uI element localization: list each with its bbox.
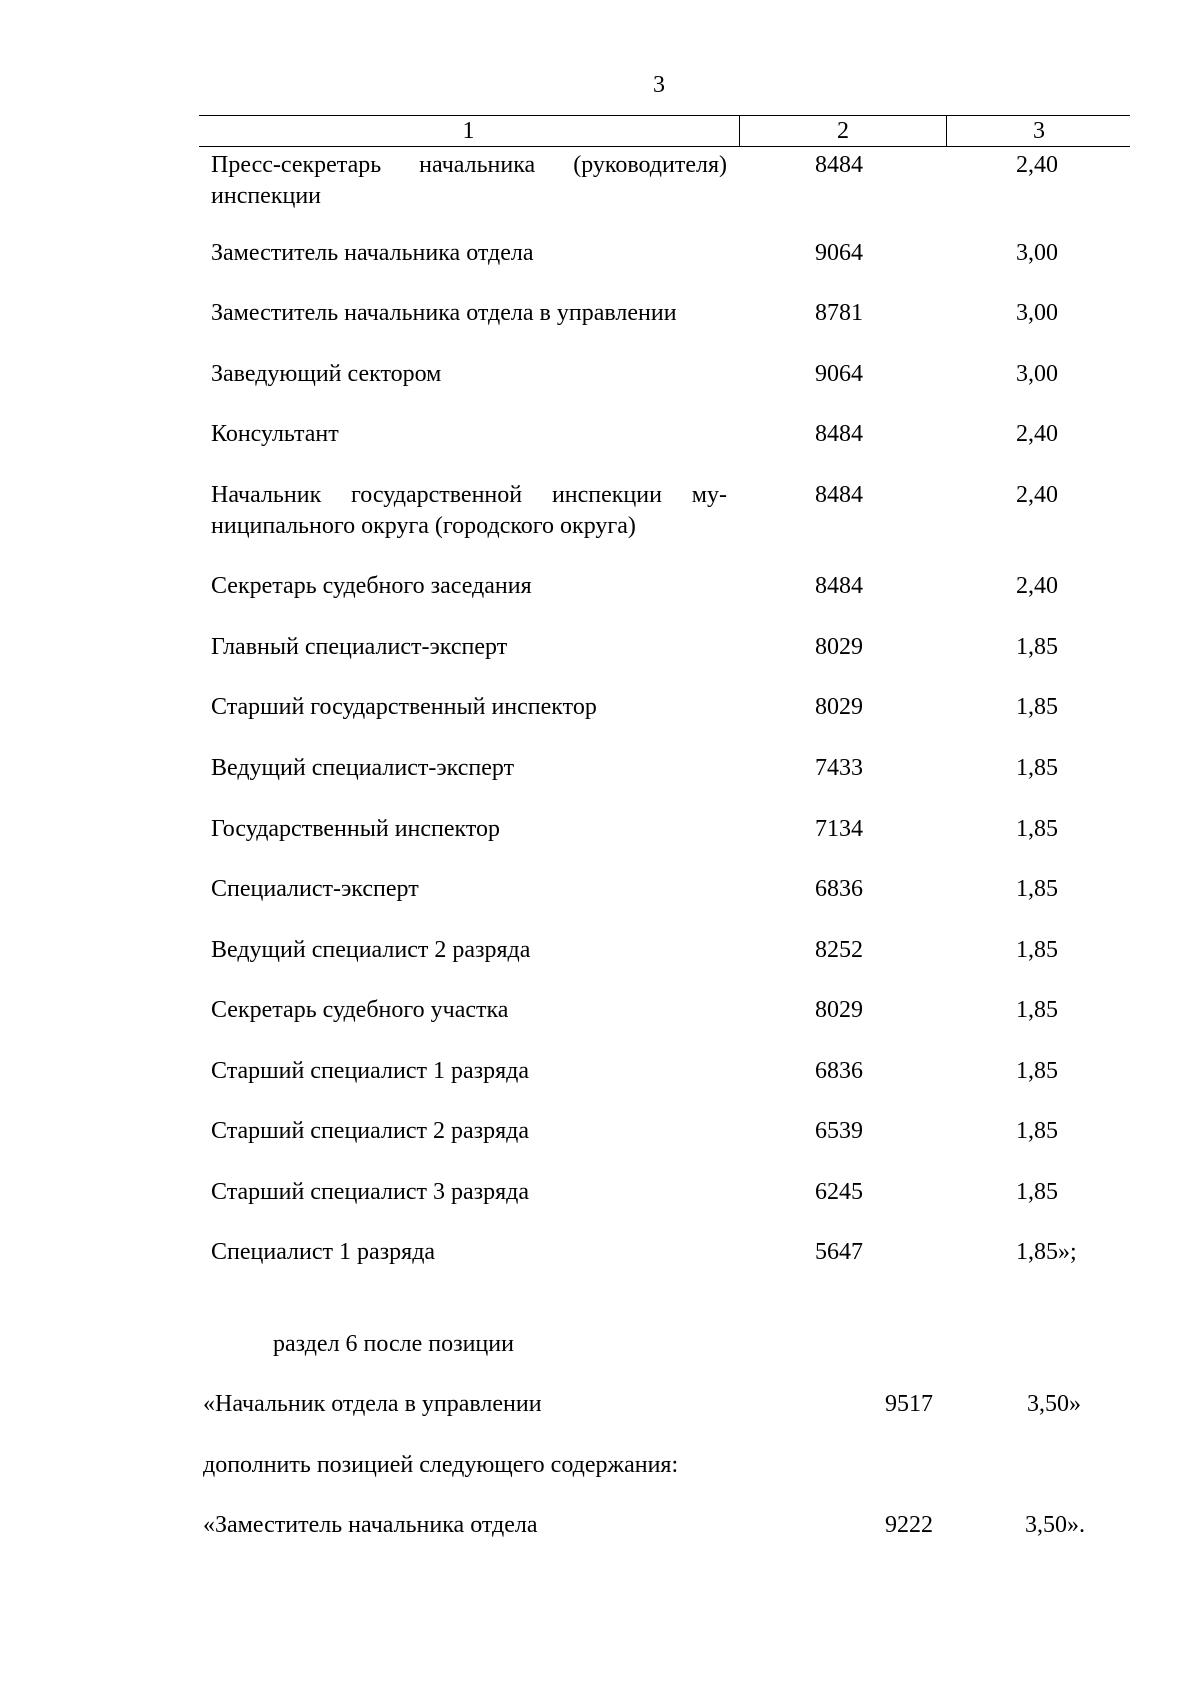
position-code: 8029 xyxy=(815,997,863,1023)
position-name: Начальник государственной инспекции муниципального округа (городского округа) xyxy=(211,482,727,539)
position-coefficient: 1,85 xyxy=(1016,876,1058,902)
position-code: 9064 xyxy=(815,240,863,266)
position-code: 6539 xyxy=(815,1118,863,1144)
position-coefficient: 2,40 xyxy=(1016,573,1058,599)
position-code: 6836 xyxy=(815,1058,863,1084)
position-coefficient: 1,85 xyxy=(1016,816,1058,842)
position-name: Государственный инспектор xyxy=(211,816,501,842)
position-name: Главный специалист-эксперт xyxy=(211,634,508,660)
position-coefficient: 1,85 xyxy=(1016,694,1058,720)
amendment-intro: раздел 6 после позиции xyxy=(273,1331,514,1357)
position-coefficient: 1,85 xyxy=(1016,997,1058,1023)
position-code: 9222 xyxy=(885,1512,933,1538)
position-code: 9517 xyxy=(885,1391,933,1417)
position-coefficient: 2,40 xyxy=(1016,482,1058,508)
position-code: 8781 xyxy=(815,300,863,326)
position-name: Пресс-секретарь начальника (руководителя) инспекции xyxy=(211,152,727,209)
position-coefficient: 3,00 xyxy=(1016,240,1058,266)
position-name: Ведущий специалист-эксперт xyxy=(211,755,515,781)
column-header-3: 3 xyxy=(946,116,1131,146)
position-coefficient: 1,85 xyxy=(1016,1118,1058,1144)
position-name: Заместитель начальника отдела xyxy=(211,240,534,266)
position-code: 8484 xyxy=(815,421,863,447)
position-code: 7134 xyxy=(815,816,863,842)
position-code: 8029 xyxy=(815,634,863,660)
column-header-1: 1 xyxy=(462,118,475,144)
position-code: 8252 xyxy=(815,937,863,963)
position-name: Ведущий специалист 2 разряда xyxy=(211,937,531,963)
position-name: Секретарь судебного заседания xyxy=(211,573,532,599)
position-code: 8484 xyxy=(815,573,863,599)
position-name: Специалист 1 разряда xyxy=(211,1239,436,1265)
position-name: Консультант xyxy=(211,421,339,447)
position-coefficient: 3,00 xyxy=(1016,300,1058,326)
position-code: 9064 xyxy=(815,361,863,387)
column-header-2: 2 xyxy=(739,116,946,146)
position-coefficient: 1,85»; xyxy=(1016,1239,1077,1265)
position-name: Заместитель начальника отдела в управлении xyxy=(211,300,677,326)
position-code: 7433 xyxy=(815,755,863,781)
position-name: Старший государственный инспектор xyxy=(211,694,597,720)
position-name: «Начальник отдела в управлении xyxy=(203,1391,542,1417)
position-coefficient: 3,50» xyxy=(1027,1391,1081,1417)
position-name: Старший специалист 2 разряда xyxy=(211,1118,529,1144)
position-name: «Заместитель начальника отдела xyxy=(203,1512,538,1538)
position-name: Специалист-эксперт xyxy=(211,876,419,902)
position-code: 5647 xyxy=(815,1239,863,1265)
position-coefficient: 1,85 xyxy=(1016,755,1058,781)
position-name: Заведующий сектором xyxy=(211,361,442,387)
position-coefficient: 2,40 xyxy=(1016,152,1058,178)
position-coefficient: 1,85 xyxy=(1016,1179,1058,1205)
position-name: Старший специалист 1 разряда xyxy=(211,1058,529,1084)
position-coefficient: 2,40 xyxy=(1016,421,1058,447)
position-coefficient: 1,85 xyxy=(1016,1058,1058,1084)
position-code: 6836 xyxy=(815,876,863,902)
position-code: 6245 xyxy=(815,1179,863,1205)
position-name: Секретарь судебного участка xyxy=(211,997,509,1023)
position-code: 8029 xyxy=(815,694,863,720)
position-code: 8484 xyxy=(815,482,863,508)
table-header xyxy=(199,115,1130,147)
position-coefficient: 3,00 xyxy=(1016,361,1058,387)
position-coefficient: 1,85 xyxy=(1016,634,1058,660)
position-code: 8484 xyxy=(815,152,863,178)
position-coefficient: 3,50». xyxy=(1025,1512,1085,1538)
position-coefficient: 1,85 xyxy=(1016,937,1058,963)
page-number: 3 xyxy=(653,72,665,98)
amendment-instruction: дополнить позицией следующего содержания: xyxy=(203,1452,679,1478)
position-name: Старший специалист 3 разряда xyxy=(211,1179,529,1205)
